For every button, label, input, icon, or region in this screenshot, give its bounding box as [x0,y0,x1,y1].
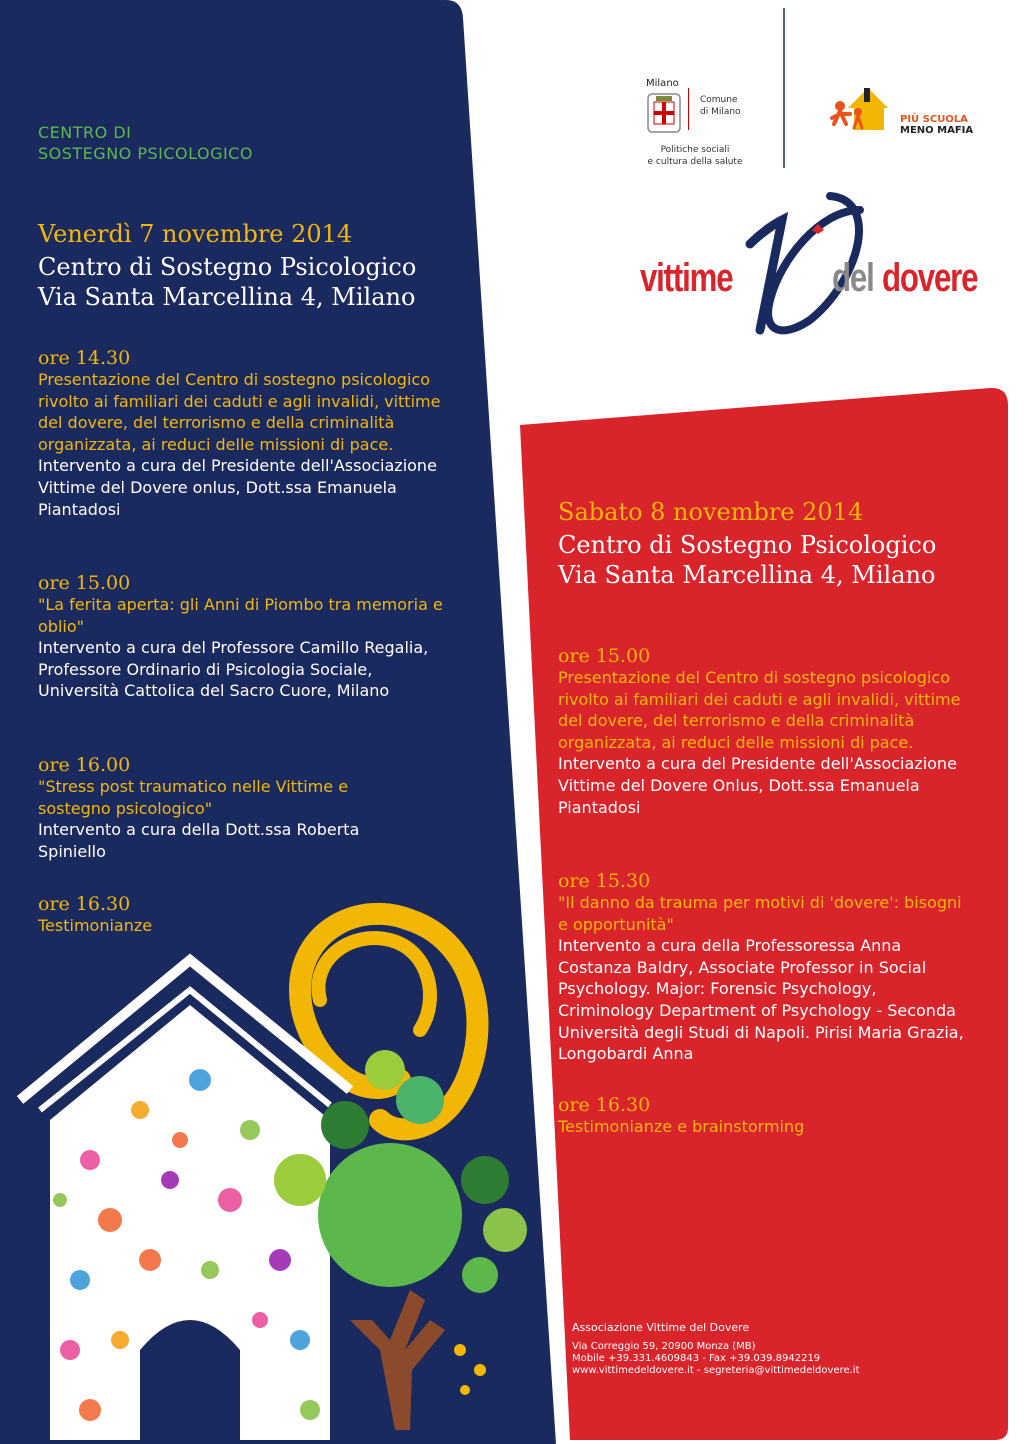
milano-logo-sub-1: Politiche sociali [660,145,730,155]
event-time: ore 16.30 [558,1094,651,1116]
event-title: "La ferita aperta: gli Anni di Piombo tra memoria e oblio" [38,595,443,636]
footer-phone: Mobile +39.331.4609843 - Fax +39.039.8942219 [572,1353,821,1364]
milano-logo-comune-1: Comune [700,95,738,105]
comune-milano-logo [640,78,760,178]
logo-del: del [832,256,874,300]
right-venue-line-2: Via Santa Marcellina 4, Milano [558,561,936,589]
event-body: Intervento a cura della Dott.ssa Roberta Spiniello [38,820,360,861]
psmm-line-2: MENO MAFIA [900,125,974,136]
right-venue-line-1: Centro di Sostegno Psicologico [558,531,937,559]
event-body: Intervento a cura del Presidente dell'Associazione Vittime del Dovere Onlus, Dott.ssa Emanuela Piantadosi [558,754,957,817]
left-venue-line-2: Via Santa Marcellina 4, Milano [38,283,416,311]
left-event-2 [38,572,458,702]
logo-vittime: vittime [640,256,733,300]
event-title: Testimonianze e brainstorming [558,1117,805,1136]
milano-crest-icon [646,92,682,134]
left-title-line-1: CENTRO DI [38,123,132,142]
left-title [38,122,458,164]
milano-logo-comune-2: di Milano [700,107,741,117]
vittime-del-dovere-logo [640,190,990,340]
left-event-1 [38,347,458,520]
milano-logo-city: Milano [646,78,679,89]
psmm-line-1: PIÙ SCUOLA [900,114,968,125]
house-door [140,1320,240,1444]
footer [572,1321,952,1377]
right-event-2 [558,870,968,1065]
event-body: Intervento a cura del Presidente dell'Associazione Vittime del Dovere onlus, Dott.ssa Emanuela Piantadosi [38,456,437,519]
event-time: ore 15.00 [558,645,651,667]
footer-web[interactable]: www.vittimedeldovere.it - segreteria@vittimedeldovere.it [572,1365,860,1376]
right-event-1 [558,645,968,818]
piu-scuola-meno-mafia-logo [828,84,988,144]
right-venue [558,530,968,590]
milano-logo-sub-2: e cultura della salute [647,157,743,167]
tree-canopy [318,1143,462,1287]
house-children-icon [828,84,892,134]
left-date: Venerdì 7 novembre 2014 [38,220,353,248]
event-time: ore 15.00 [38,572,131,594]
house-tree-illustration [0,880,560,1444]
event-time: ore 16.00 [38,754,131,776]
left-venue-line-1: Centro di Sostegno Psicologico [38,253,417,281]
left-title-line-2: SOSTEGNO PSICOLOGICO [38,144,253,163]
event-title: Presentazione del Centro di sostegno psicologico rivolto ai familiari dei caduti e agli invalidi, vittime del dovere, del terrorismo e della criminalità organizzata, ai reduci delle missioni di pace. [38,370,441,454]
left-venue [38,252,458,312]
event-title: "Il danno da trauma per motivi di 'dovere': bisogni e opportunità" [558,893,962,934]
event-body: Intervento a cura del Professore Camillo Regalia, Professore Ordinario di Psicologia Sociale, Università Cattolica del Sacro Cuore, Milano [38,638,429,701]
event-title: Presentazione del Centro di sostegno psicologico rivolto ai familiari dei caduti e agli invalidi, vittime del dovere, del terrorismo e della criminalità organizzata, ai reduci delle missioni di pace. [558,668,961,752]
event-time: ore 16.30 [38,893,131,915]
logo-dovere: dovere [882,256,978,300]
event-time: ore 15.30 [558,870,651,892]
event-title: Testimonianze [38,916,153,935]
event-time: ore 14.30 [38,347,131,369]
footer-org: Associazione Vittime del Dovere [572,1321,750,1334]
event-body: Intervento a cura della Professoressa Anna Costanza Baldry, Associate Professor in Social Psychology. Major: Forensic Psychology, Criminology Department of Psychology - Seconda Università degli Studi di Napoli. Pirisi Maria Grazia, Longobardi Anna [558,936,964,1064]
footer-address: Via Correggio 59, 20900 Monza (MB) [572,1341,756,1352]
logo-anniversary [640,190,641,191]
right-event-3 [558,1094,968,1138]
event-title: "Stress post traumatico nelle Vittime e sostegno psicologico" [38,777,349,818]
right-date: Sabato 8 novembre 2014 [558,498,864,526]
tree-trunk [350,1290,445,1430]
left-event-3 [38,754,458,862]
